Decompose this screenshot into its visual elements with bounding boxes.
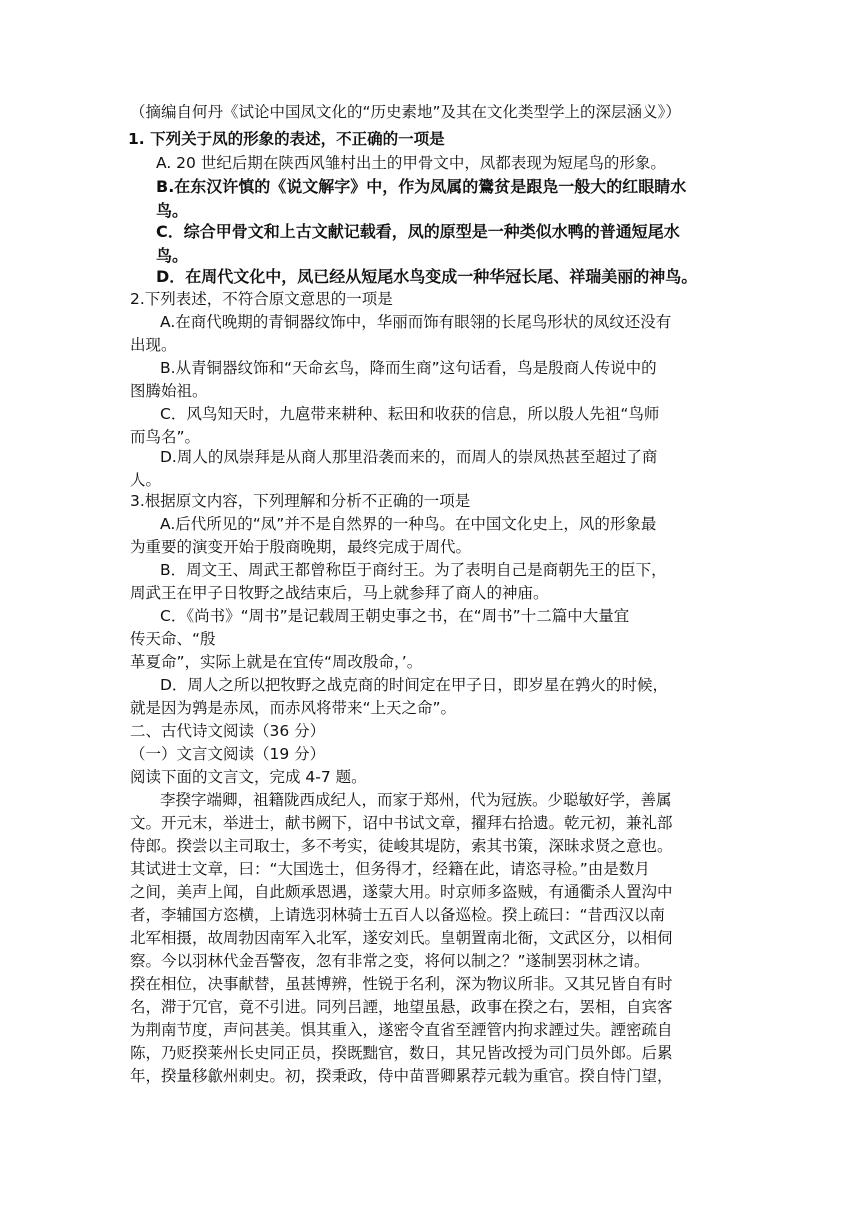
question-3-option-d-line2: 就是因为鹑是赤凤，而赤风将带来“上天之命”。 [130,699,457,717]
question-1-option-c-line2: 鸟。 [156,246,189,265]
question-3-option-c-line3: 革夏命”，实际上就是在宜传“周改殷命，’。 [130,653,423,671]
question-1-option-b-line1: B.在东汉许慎的《说文解字》中，作为凤属的鷟贫是跟凫一般大的红眼睛水 [156,177,687,196]
passage-line: 其试进士文章，曰：“大国选士，但务得才，经籍在此，请恣寻检。”由是数月 [130,860,650,878]
passage-line: 察。今以羽林代金吾警夜，忽有非常之变，将何以制之？”遂制罢羽林之请。 [130,952,650,970]
question-1-stem: 1. 下列关于凤的形象的表述，不正确的一项是 [128,130,445,148]
passage-line: 名，滞于冗官，竟不引进。同列吕諲，地望虽悬，政事在揆之右，罢相，自宾客 [130,998,673,1016]
passage-line: 李揆字端卿，祖籍陇西成纪人，而家于郑州，代为冠族。少聪敏好学，善属 [160,791,672,809]
question-3-option-b-line2: 周武王在甲子日牧野之战结束后，马上就参拜了商人的神庙。 [130,584,549,602]
question-1-option-b-line2: 鸟。 [156,201,189,220]
question-2-option-a-line2: 出现。 [130,336,177,354]
question-3-option-d-line1: D．周人之所以把牧野之战克商的时间定在甲子日，即岁星在鹑火的时候， [160,676,668,694]
reading-instruction: 阅读下面的文言文，完成 4-7 题。 [130,768,367,786]
question-3-option-a-line1: A.后代所见的“凤”并不是自然界的一种鸟。在中国文化史上，风的形象最 [160,515,657,533]
section-heading: 二、古代诗文阅读（36 分） [130,722,326,740]
passage-line: 者，李辅国方恣横，上请选羽林骑士五百人以备巡检。揆上疏曰：“昔西汉以南 [130,906,666,924]
question-3-option-a-line2: 为重要的演变开始于殷商晚期，最终完成于周代。 [130,538,472,556]
question-3-stem: 3.根据原文内容，下列理解和分析不正确的一项是 [130,492,471,510]
question-3-option-c-line2: 传天命、“殷 [130,630,216,648]
passage-line: 之间，美声上闻，自此颇承恩遇，遂蒙大用。时京师多盗贼，有通衢杀人置沟中 [130,883,673,901]
question-2-option-d-line1: D.周人的凤崇拜是从商人那里沿袭而来的，而周人的崇凤热甚至超过了商 [160,448,658,466]
question-1-option-d: D．在周代文化中，凤已经从短尾水鸟变成一种华冠长尾、祥瑞美丽的神鸟。 [156,267,698,286]
question-2-option-b-line1: B.从青铜器纹饰和“天命玄鸟，降而生商”这句话看，鸟是殷商人传说中的 [160,359,657,377]
question-2-option-c-line1: C．风鸟知天时，九扈带来耕种、耘田和收获的信息，所以殷人先祖“鸟师 [160,405,660,423]
passage-line: 陈，乃贬揆莱州长史同正员，揆既黜官，数日，其兄皆改授为司门员外郎。后累 [130,1044,673,1062]
question-3-option-c-line1: C．《尚书》“周书”是记载周王朝史事之书，在“周书”十二篇中大量宜 [160,607,630,625]
question-1-option-a: A. 20 世纪后期在陕西风雏村出土的甲骨文中，凤都表现为短尾鸟的形象。 [156,154,666,172]
passage-line: 北军相摄，故周勃因南军入北军，遂安刘氏。皇朝置南北衙，文武区分，以相伺 [130,929,673,947]
passage-line: 为荆南节度，声问甚美。惧其重入，遂密令直省至諲管内拘求諲过失。諲密疏自 [130,1021,673,1039]
question-2-option-d-line2: 人。 [130,471,162,489]
passage-line: 年，揆量移歙州刺史。初，揆秉政，侍中苗晋卿累荐元载为重官。揆自恃门望， [130,1067,673,1085]
passage-line: 揆在相位，决事献替，虽甚博辨，性锐于名利，深为物议所非。又其兄皆自有时 [130,975,673,993]
question-1-option-c-line1: C．综合甲骨文和上古文献记载看，凤的原型是一种类似水鸭的普通短尾水 [156,222,680,241]
question-3-option-b-line1: B．周文王、周武王都曾称臣于商纣王。为了表明自己是商朝先王的臣下， [160,561,667,579]
question-2-option-a-line1: A.在商代晚期的青铜器纹饰中，华丽而饰有眼翎的长尾鸟形状的凤纹还没有 [160,313,672,331]
passage-line: 侍郎。揆尝以主司取士，多不考实，徒峻其堤防，索其书策，深昧求贤之意也。 [130,837,673,855]
passage-line: 文。开元末，举进士，献书阙下，诏中书试文章，擢拜右拾遗。乾元初，兼礼部 [130,814,673,832]
question-2-stem: 2.下列表述，不符合原文意思的一项是 [130,290,393,308]
source-citation: （摘编自何丹《试论中国凤文化的“历史素地”及其在文化类型学上的深层涵义》） [130,103,681,121]
question-2-option-b-line2: 图腾始祖。 [130,382,208,400]
subsection-heading: （一）文言文阅读（19 分） [130,745,326,763]
question-2-option-c-line2: 而鸟名”。 [130,428,201,446]
